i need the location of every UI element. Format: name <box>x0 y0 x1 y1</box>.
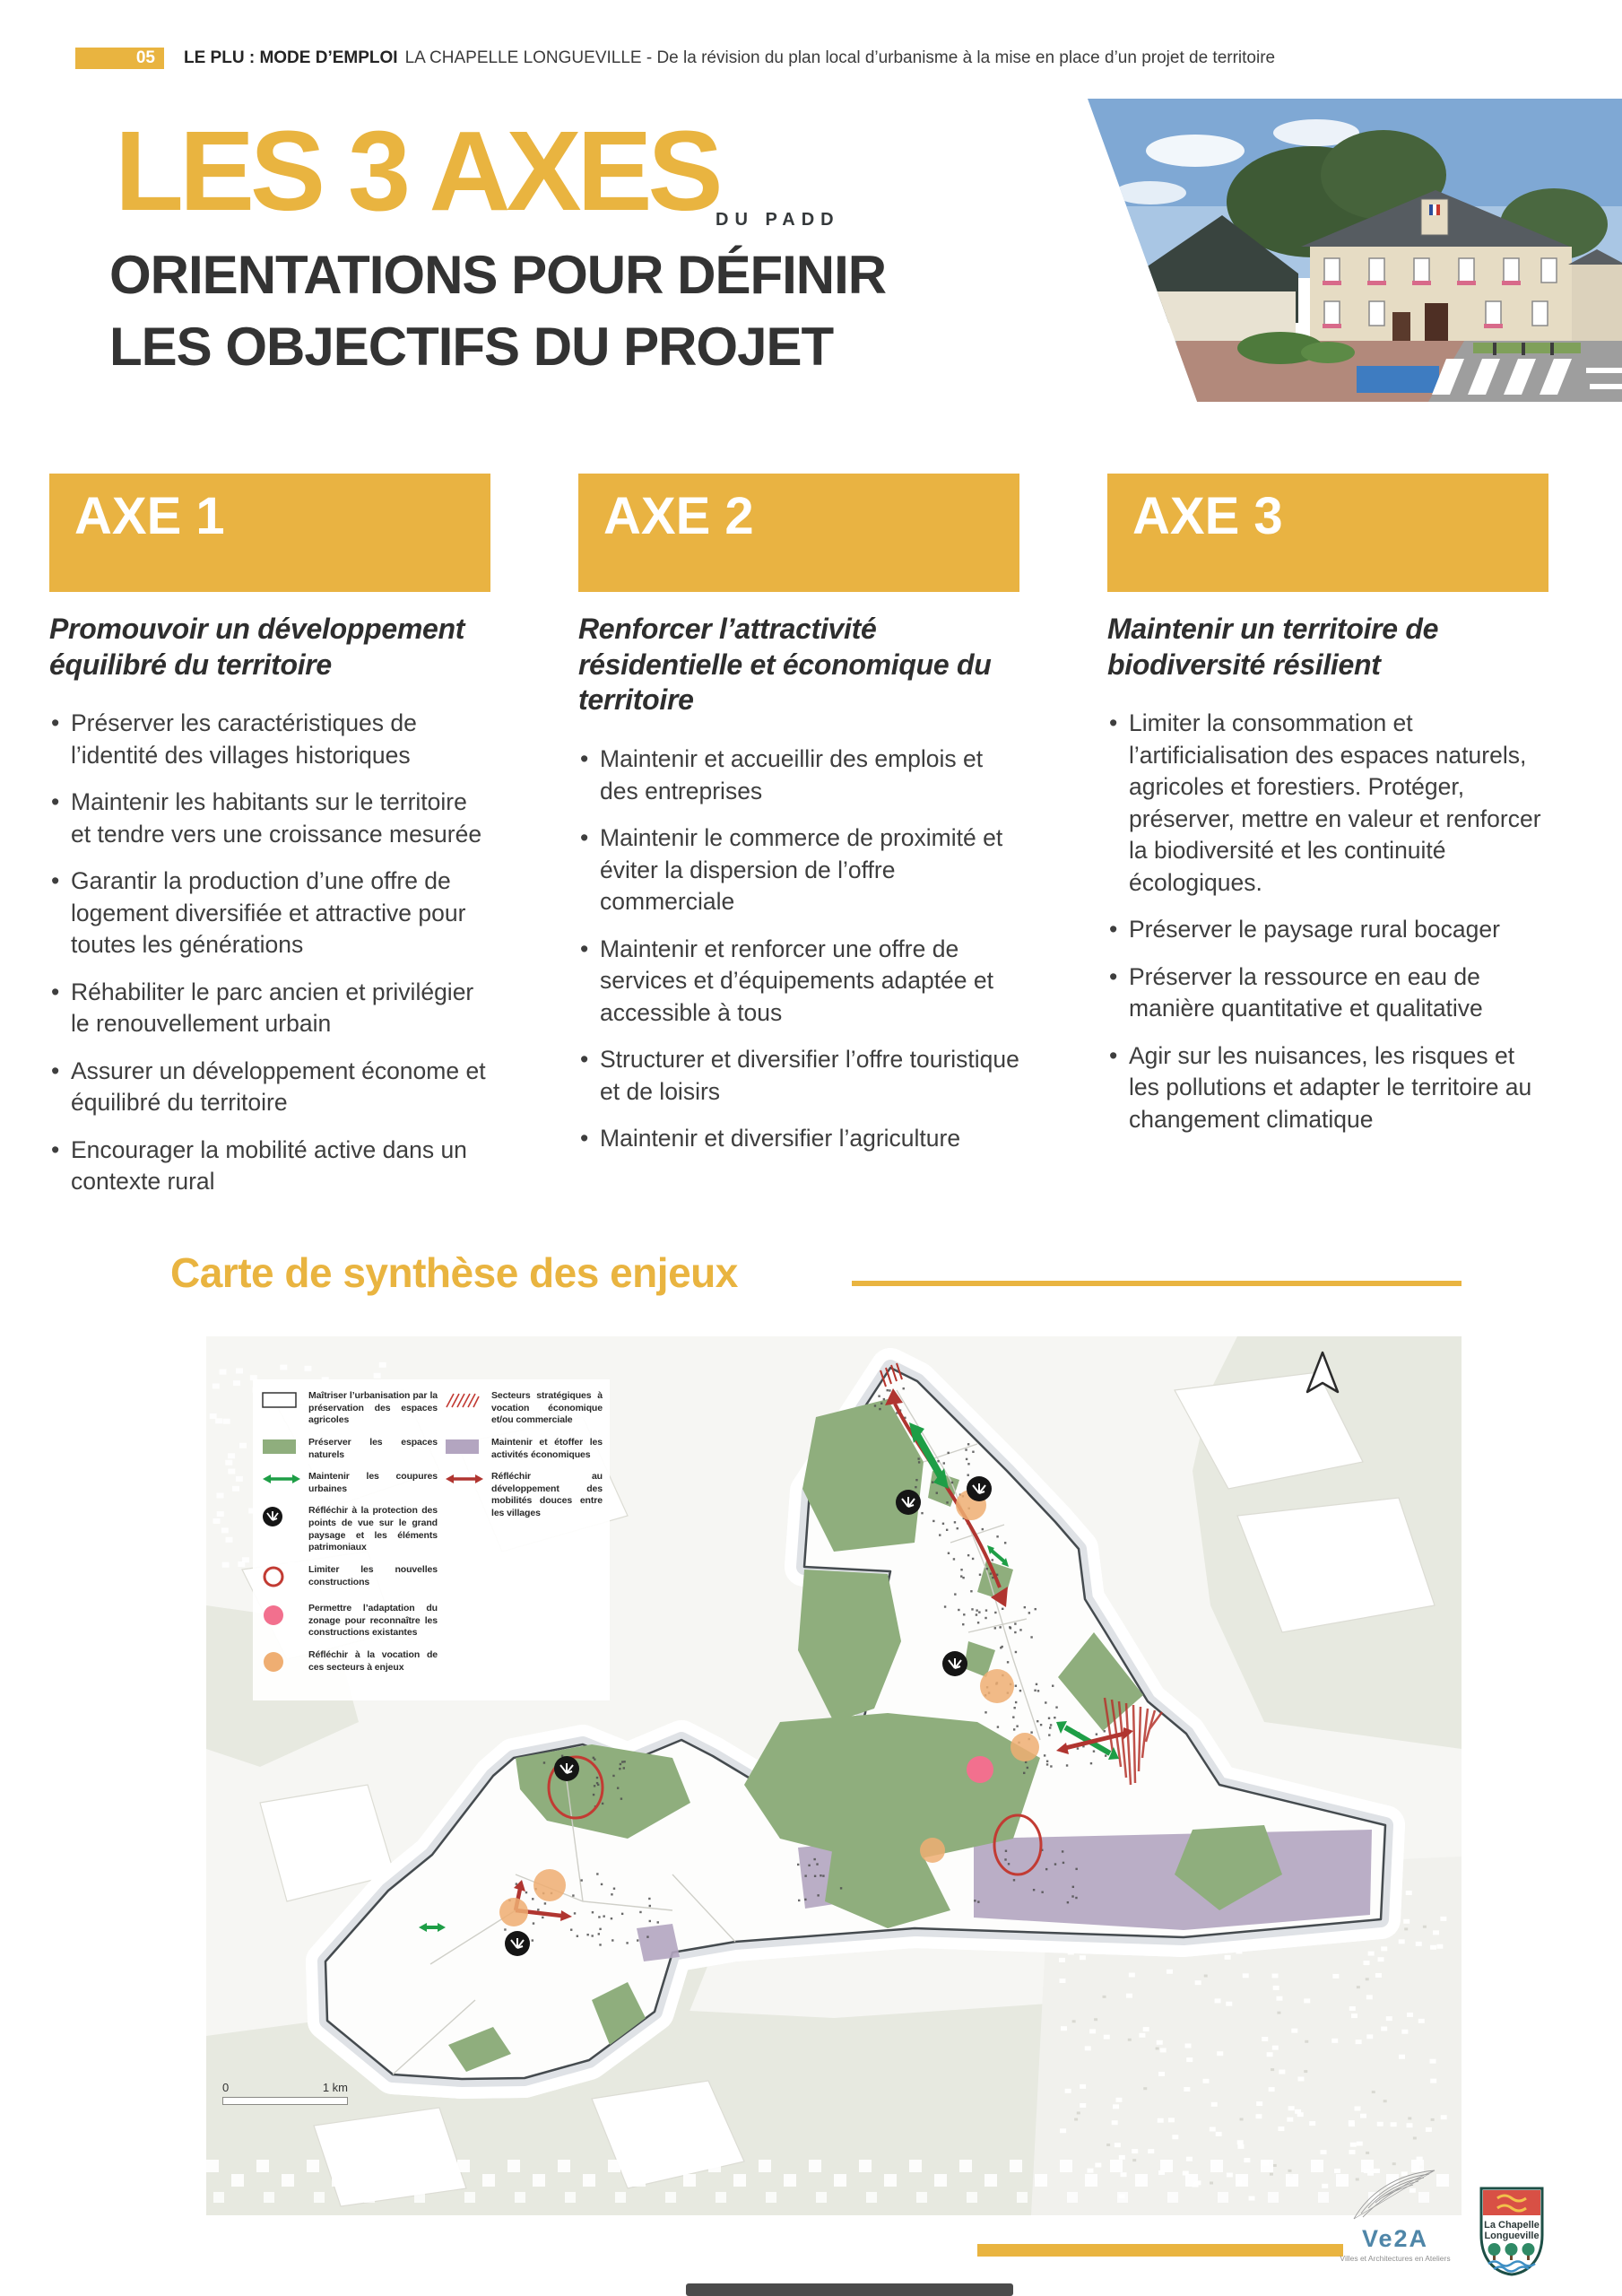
red-hatch-swatch <box>445 1390 484 1427</box>
bullet: • Maintenir le commerce de proximité et éviter la dispersion de l’offre commerciale <box>578 822 1019 918</box>
ve2a-logo <box>1334 2167 1456 2263</box>
legend-left-column <box>262 1390 438 1688</box>
legend-item: Réfléchir au développement des mobilités douces entre les villages <box>445 1471 603 1520</box>
page-number-badge: 05 <box>75 48 164 69</box>
feather-icon <box>1341 2167 1449 2222</box>
axe1-subtitle: Promouvoir un développement équilibré du territoire <box>49 613 465 681</box>
map-section-title: Carte de synthèse des enjeux <box>170 1249 738 1296</box>
axe2-header: AXE 2 <box>578 474 1019 592</box>
bottom-strip <box>686 2283 1013 2296</box>
town-hall-photo <box>1088 99 1622 402</box>
bullet: • Maintenir et diversifier l’agriculture <box>578 1123 1019 1155</box>
page-subtitle-line1: ORIENTATIONS POUR DÉFINIR <box>109 245 887 305</box>
map-scalebar <box>222 2081 357 2105</box>
bullet: • Assurer un développement économe et équilibré du territoire <box>49 1056 490 1119</box>
axe1-column <box>49 474 490 1213</box>
bullet: • Préserver les caractéristiques de l’identité des villages historiques <box>49 708 490 771</box>
bullet: • Maintenir et accueillir des emplois et des entreprises <box>578 744 1019 807</box>
axe2-column <box>578 474 1019 1170</box>
page-title-suffix: DU PADD <box>716 210 840 230</box>
green-arrow-swatch <box>262 1471 301 1495</box>
axe3-header: AXE 3 <box>1107 474 1548 592</box>
legend-item: Permettre l’adaptation du zonage pour reconnaître les constructions existantes <box>262 1603 438 1639</box>
town-hall-photo-art <box>1088 99 1622 402</box>
scale-start: 0 <box>222 2081 230 2094</box>
bullet: • Préserver la ressource en eau de manière quantitative et qualitative <box>1107 961 1548 1025</box>
red-ring-swatch <box>262 1564 301 1593</box>
footer-accent-bar <box>977 2244 1343 2257</box>
header-title-bold: LE PLU : MODE D’EMPLOI <box>184 48 398 67</box>
page-subtitle-line2: LES OBJECTIFS DU PROJET <box>109 317 834 377</box>
zoning-pink-dot <box>967 1756 993 1783</box>
purple-rect-swatch <box>445 1437 484 1461</box>
axe2-bullet-list <box>578 744 1019 1155</box>
legend-item: Maintenir et étoffer les activités économiques <box>445 1437 603 1461</box>
bullet: • Encourager la mobilité active dans un contexte rural <box>49 1135 490 1198</box>
orange-dot-swatch <box>262 1649 301 1678</box>
bullet: • Maintenir et renforcer une offre de services et d’équipements adaptée et accessible à tous <box>578 934 1019 1030</box>
page-title: LES 3 AXES <box>115 108 719 234</box>
bullet: • Garantir la production d’une offre de logement diversifiée et attractive pour toutes les générations <box>49 865 490 961</box>
legend-right-column <box>445 1390 603 1688</box>
scale-end: 1 km <box>322 2081 348 2094</box>
legend-item: Maintenir les coupures urbaines <box>262 1471 438 1495</box>
crest-line1-art: La Chapelle <box>1484 2220 1540 2231</box>
pink-dot-swatch <box>262 1603 301 1639</box>
scalebar-rule <box>222 2097 348 2105</box>
legend-item: Maîtriser l’urbanisation par la préservation des espaces agricoles <box>262 1390 438 1427</box>
synthesis-map <box>206 1336 1462 2215</box>
legend-item: Secteurs stratégiques à vocation économique et/ou commerciale <box>445 1390 603 1427</box>
ve2a-tagline: Villes et Architectures en Ateliers <box>1340 2254 1451 2263</box>
map-legend <box>253 1379 610 1700</box>
bullet: • Maintenir les habitants sur le territoire et tendre vers une croissance mesurée <box>49 787 490 850</box>
legend-item: Réfléchir à la protection des points de vue sur le grand paysage et les éléments patrimoniaux <box>262 1505 438 1554</box>
bullet: • Réhabiliter le parc ancien et privilégier le renouvellement urbain <box>49 977 490 1040</box>
legend-item: Limiter les nouvelles constructions <box>262 1564 438 1593</box>
axe1-bullet-list <box>49 708 490 1198</box>
map-title-rule <box>852 1281 1462 1286</box>
legend-item: Réfléchir à la vocation de ces secteurs à enjeux <box>262 1649 438 1678</box>
header-title-rest: LA CHAPELLE LONGUEVILLE - De la révision du plan local d’urbanisme à la mise en place d’un projet de territoire <box>404 48 1276 67</box>
bullet: • Préserver le paysage rural bocager <box>1107 914 1548 946</box>
green-rect-swatch <box>262 1437 301 1461</box>
axe3-column <box>1107 474 1548 1151</box>
ve2a-name: Ve2A <box>1361 2225 1429 2252</box>
legend-item: Préserver les espaces naturels <box>262 1437 438 1461</box>
bullet: • Agir sur les nuisances, les risques et les pollutions et adapter le territoire au changement climatique <box>1107 1040 1548 1136</box>
commune-crest <box>1476 2185 1548 2278</box>
black-viewpoint-swatch <box>262 1505 301 1554</box>
axe1-header: AXE 1 <box>49 474 490 592</box>
axe2-subtitle: Renforcer l’attractivité résidentielle et économique du territoire <box>578 613 992 717</box>
bullet: • Limiter la consommation et l’artificialisation des espaces naturels, agricoles et forestiers. Protéger, préserver, mettre en valeur et renforcer la biodiversité et les continuité écologiques. <box>1107 708 1548 899</box>
red-arrow-swatch <box>445 1471 484 1520</box>
white-rect-swatch <box>262 1390 301 1427</box>
crest-line2-art: Longueville <box>1484 2231 1540 2241</box>
axe3-bullet-list <box>1107 708 1548 1135</box>
bullet: • Structurer et diversifier l’offre touristique et de loisirs <box>578 1044 1019 1108</box>
axe3-subtitle: Maintenir un territoire de biodiversité résilient <box>1107 613 1439 681</box>
header-title <box>184 48 1275 69</box>
